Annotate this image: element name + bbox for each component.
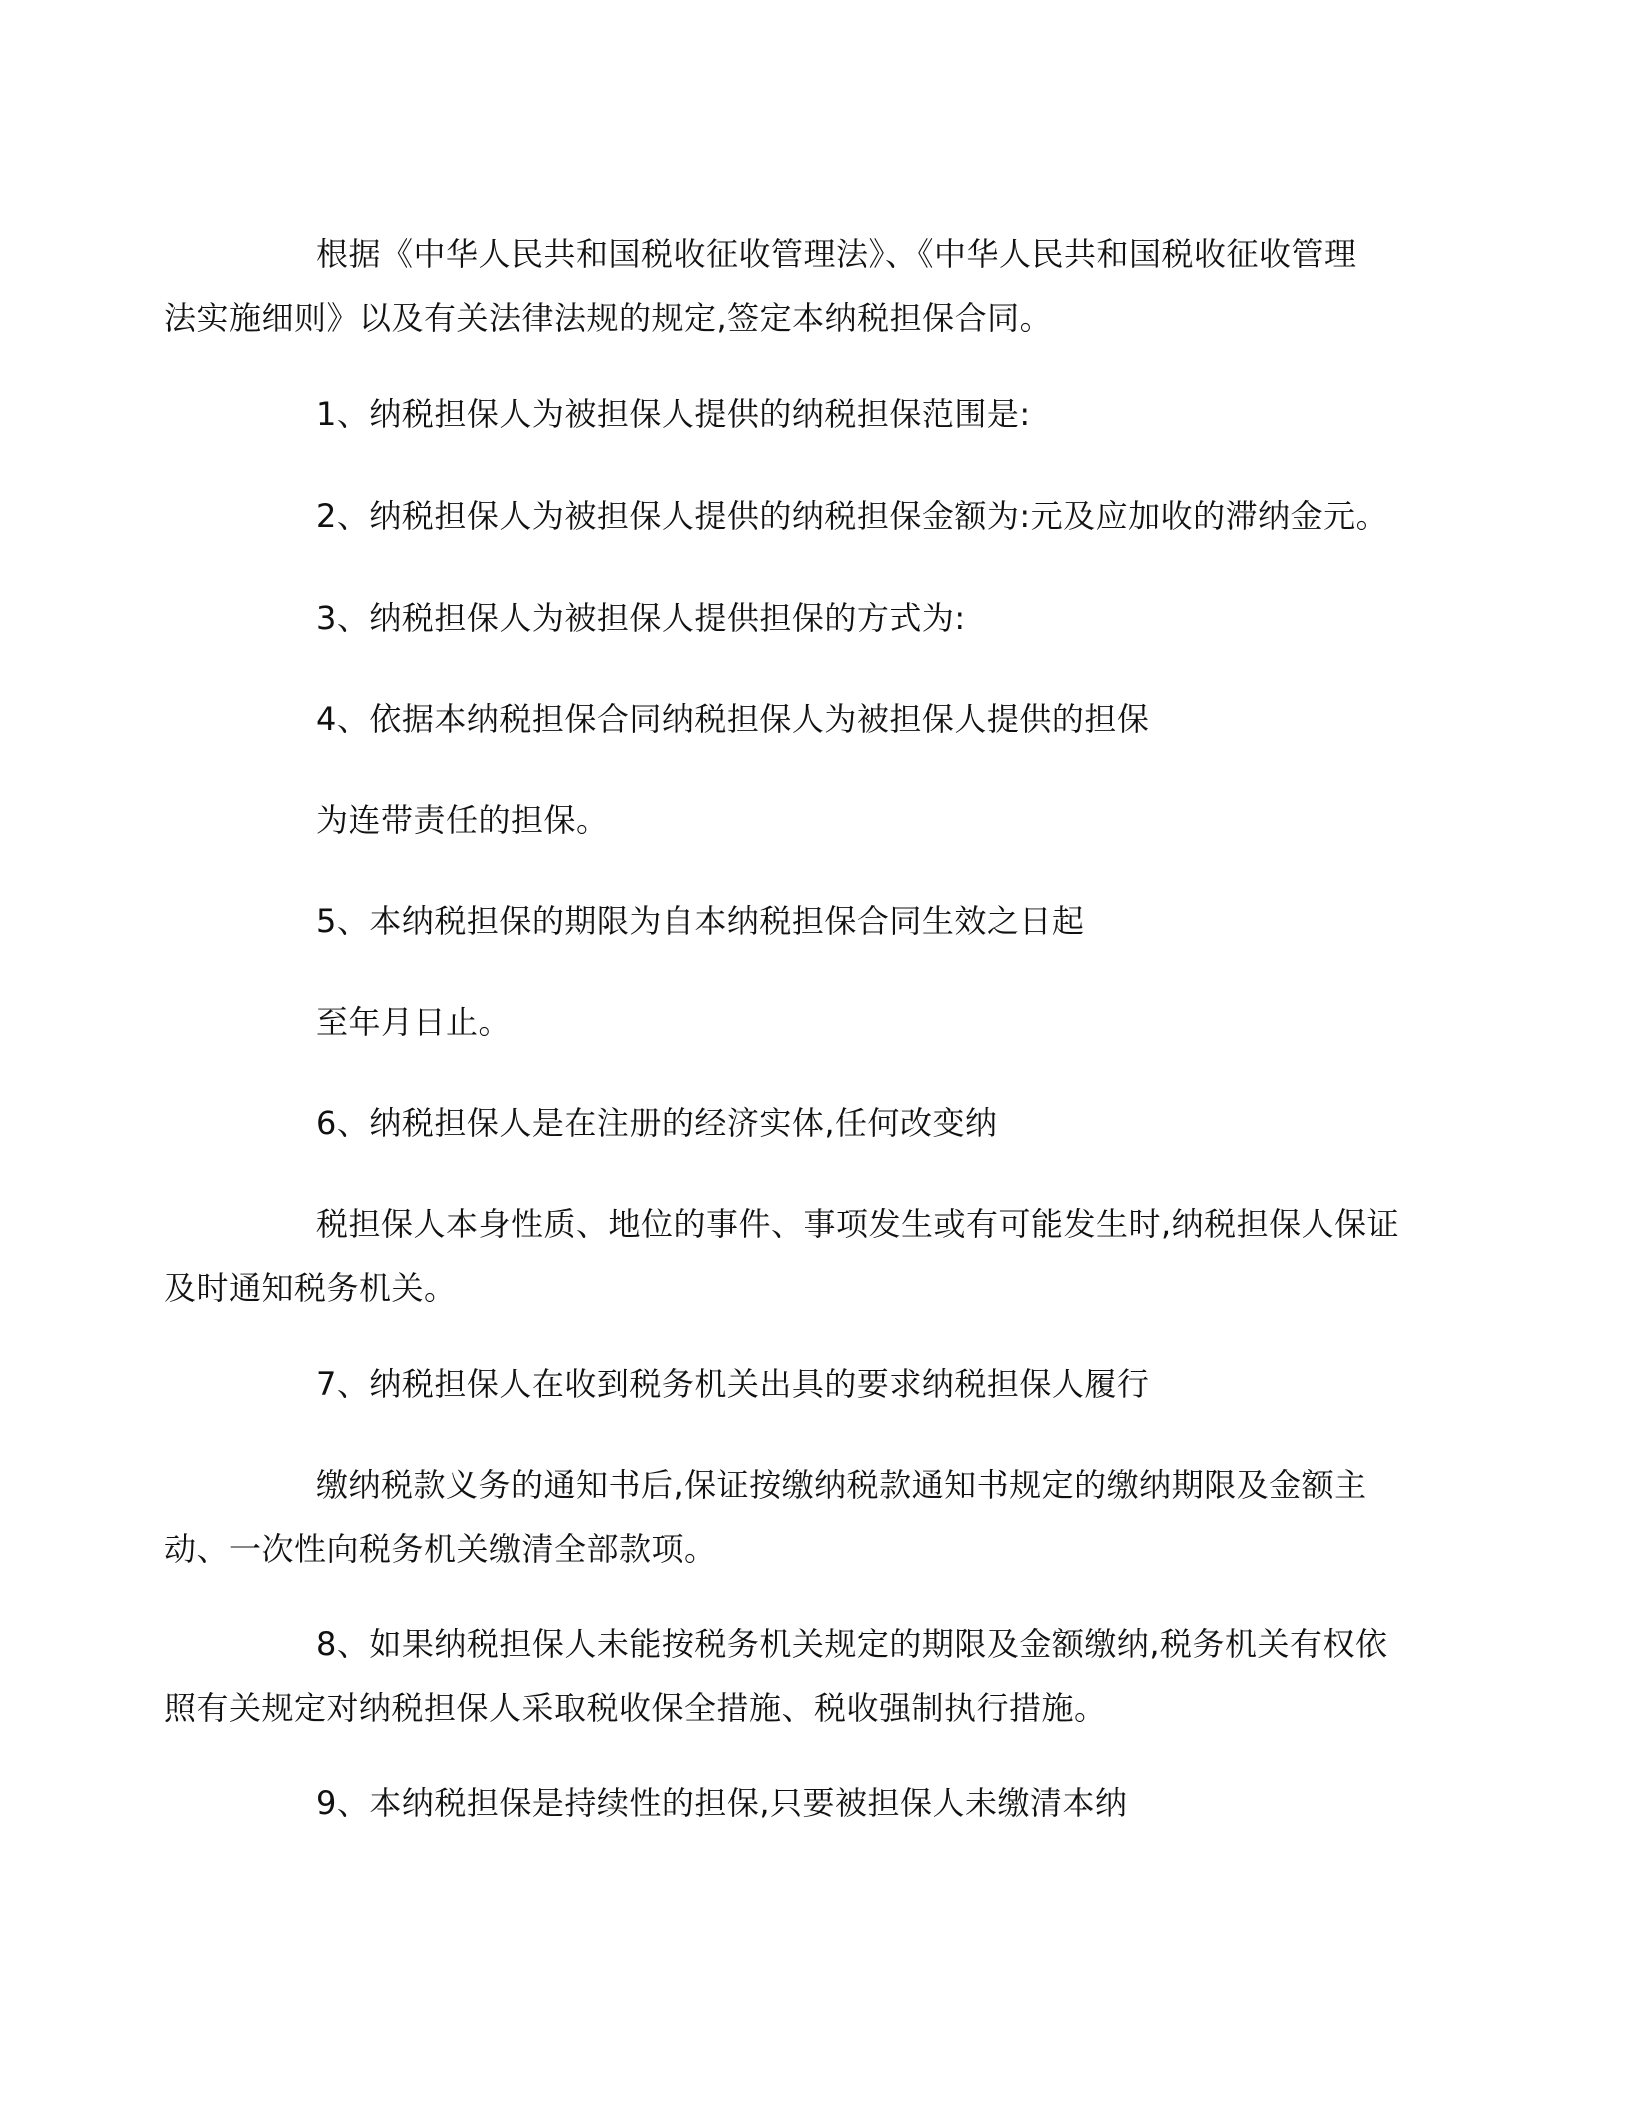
clause-9 (240, 1771, 1402, 1835)
clause-7-continued (164, 1453, 1402, 1581)
paragraph-line: 及时通知税务机关。 (164, 1269, 457, 1307)
paragraph-line: 为连带责任的担保。 (316, 801, 609, 839)
paragraph-line: 5、本纳税担保的期限为自本纳税担保合同生效之日起 (316, 902, 1085, 940)
paragraph-line: 动、一次性向税务机关缴清全部款项。 (164, 1530, 717, 1568)
clause-8 (164, 1612, 1402, 1740)
paragraph-line: 缴纳税款义务的通知书后,保证按缴纳税款通知书规定的缴纳期限及金额主 (316, 1466, 1367, 1504)
paragraph-line: 4、依据本纳税担保合同纳税担保人为被担保人提供的担保 (316, 700, 1150, 738)
clause-4 (240, 687, 1402, 751)
clause-2 (240, 484, 1402, 548)
clause-5-continued (240, 990, 1402, 1054)
clause-3 (240, 586, 1402, 650)
paragraph-line: 3、纳税担保人为被担保人提供担保的方式为: (316, 599, 966, 637)
paragraph-preamble (164, 222, 1402, 350)
clause-5 (240, 889, 1402, 953)
clause-6-continued (164, 1192, 1402, 1320)
paragraph-line: 2、纳税担保人为被担保人提供的纳税担保金额为:元及应加收的滞纳金元。 (316, 497, 1389, 535)
clause-4-continued (240, 788, 1402, 852)
clause-6 (240, 1091, 1402, 1155)
paragraph-line: 税担保人本身性质、地位的事件、事项发生或有可能发生时,纳税担保人保证 (316, 1205, 1400, 1243)
paragraph-line: 根据《中华人民共和国税收征收管理法》、《中华人民共和国税收征收管理 (316, 235, 1357, 273)
paragraph-line: 8、如果纳税担保人未能按税务机关规定的期限及金额缴纳,税务机关有权依 (316, 1625, 1388, 1663)
paragraph-line: 1、纳税担保人为被担保人提供的纳税担保范围是: (316, 395, 1031, 433)
paragraph-line: 6、纳税担保人是在注册的经济实体,任何改变纳 (316, 1104, 998, 1142)
paragraph-line: 9、本纳税担保是持续性的担保,只要被担保人未缴清本纳 (316, 1784, 1128, 1822)
clause-7 (240, 1352, 1402, 1416)
clause-1 (240, 382, 1402, 446)
paragraph-line: 7、纳税担保人在收到税务机关出具的要求纳税担保人履行 (316, 1365, 1150, 1403)
paragraph-line: 至年月日止。 (316, 1003, 512, 1041)
paragraph-line: 照有关规定对纳税担保人采取税收保全措施、税收强制执行措施。 (164, 1689, 1107, 1727)
paragraph-line: 法实施细则》以及有关法律法规的规定,签定本纳税担保合同。 (164, 299, 1053, 337)
